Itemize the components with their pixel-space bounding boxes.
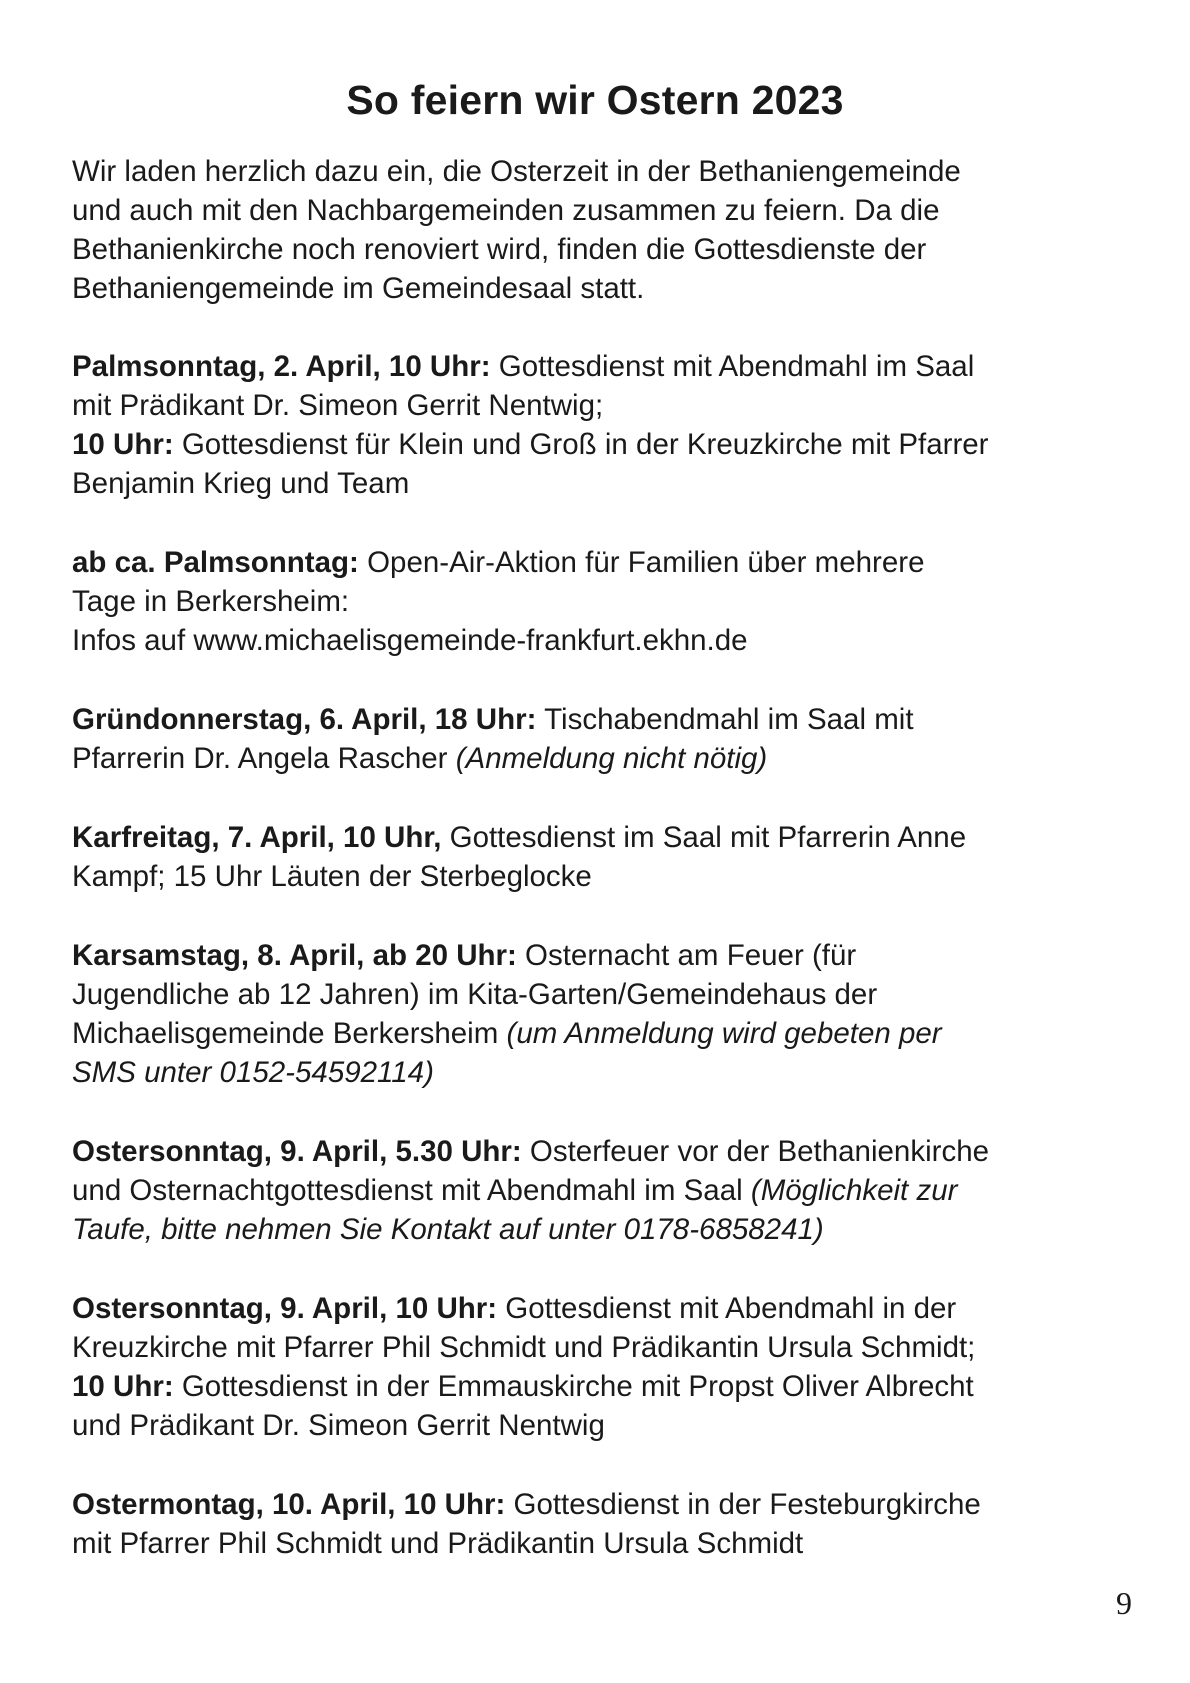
event-text: Tischabendmahl im Saal mit bbox=[536, 703, 914, 736]
event-heading: Gründonnerstag, 6. April, 18 Uhr: bbox=[72, 703, 537, 736]
page-content bbox=[72, 152, 1132, 1603]
event-text: Osterfeuer vor der Bethanienkirche bbox=[521, 1135, 990, 1168]
event-text: und Osternachtgottesdienst mit Abendmahl im Saal bbox=[72, 1174, 751, 1207]
event-text: Jugendliche ab 12 Jahren) im Kita-Garten/Gemeindehaus der bbox=[72, 978, 878, 1011]
event-time: 10 Uhr: bbox=[72, 1370, 174, 1403]
event-text: Tage in Berkersheim: bbox=[72, 585, 350, 618]
event-text: Gottesdienst für Klein und Groß in der Kreuzkirche mit Pfarrer bbox=[173, 428, 989, 461]
event-text: Gottesdienst mit Abendmahl in der bbox=[497, 1292, 957, 1325]
event-palmsonntag-open-air bbox=[72, 543, 1132, 660]
event-text: mit Pfarrer Phil Schmidt und Prädikantin Ursula Schmidt bbox=[72, 1527, 804, 1560]
event-note: SMS unter 0152-54592114) bbox=[72, 1056, 434, 1089]
event-note: (Möglichkeit zur bbox=[750, 1174, 958, 1207]
event-heading: Karfreitag, 7. April, 10 Uhr, bbox=[72, 821, 442, 854]
intro-line: und auch mit den Nachbargemeinden zusammen zu feiern. Da die bbox=[72, 194, 940, 227]
event-time: 10 Uhr: bbox=[72, 428, 174, 461]
event-heading: Karsamstag, 8. April, ab 20 Uhr: bbox=[72, 939, 517, 972]
event-gruendonnerstag bbox=[72, 700, 1132, 778]
event-karsamstag bbox=[72, 936, 1132, 1092]
event-text: Open-Air-Aktion für Familien über mehrere bbox=[358, 546, 925, 579]
event-text: Gottesdienst mit Abendmahl im Saal bbox=[490, 350, 975, 383]
event-ostermontag bbox=[72, 1485, 1132, 1563]
intro-paragraph bbox=[72, 152, 1132, 308]
event-text: Benjamin Krieg und Team bbox=[72, 467, 410, 500]
page-number: 9 bbox=[1116, 1585, 1132, 1621]
event-note: Taufe, bitte nehmen Sie Kontakt auf unter 0178-6858241) bbox=[72, 1213, 824, 1246]
intro-line: Bethaniengemeinde im Gemeindesaal statt. bbox=[72, 272, 645, 305]
event-heading: Palmsonntag, 2. April, 10 Uhr: bbox=[72, 350, 491, 383]
event-text: Gottesdienst in der Festeburgkirche bbox=[505, 1488, 981, 1521]
page-title: So feiern wir Ostern 2023 bbox=[346, 77, 844, 123]
event-text: Kreuzkirche mit Pfarrer Phil Schmidt und Prädikantin Ursula Schmidt; bbox=[72, 1331, 976, 1364]
event-note: (Anmeldung nicht nötig) bbox=[455, 742, 768, 775]
event-text: Gottesdienst im Saal mit Pfarrerin Anne bbox=[441, 821, 967, 854]
event-heading: Ostermontag, 10. April, 10 Uhr: bbox=[72, 1488, 506, 1521]
event-text: Kampf; 15 Uhr Läuten der Sterbeglocke bbox=[72, 860, 592, 893]
event-heading: Ostersonntag, 9. April, 5.30 Uhr: bbox=[72, 1135, 522, 1168]
event-text: und Prädikant Dr. Simeon Gerrit Nentwig bbox=[72, 1409, 605, 1442]
event-ostersonntag-frueh bbox=[72, 1132, 1132, 1249]
event-palmsonntag bbox=[72, 347, 1132, 503]
event-ostersonntag bbox=[72, 1289, 1132, 1445]
event-heading: ab ca. Palmsonntag: bbox=[72, 546, 359, 579]
event-website: Infos auf www.michaelisgemeinde-frankfurt.ekhn.de bbox=[72, 624, 748, 657]
intro-line: Bethanienkirche noch renoviert wird, finden die Gottesdienste der bbox=[72, 233, 927, 266]
event-note: (um Anmeldung wird gebeten per bbox=[506, 1017, 942, 1050]
event-text: Gottesdienst in der Emmauskirche mit Propst Oliver Albrecht bbox=[173, 1370, 974, 1403]
event-karfreitag bbox=[72, 818, 1132, 896]
event-text: Osternacht am Feuer (für bbox=[516, 939, 857, 972]
event-text: mit Prädikant Dr. Simeon Gerrit Nentwig; bbox=[72, 389, 604, 422]
event-heading: Ostersonntag, 9. April, 10 Uhr: bbox=[72, 1292, 498, 1325]
event-text: Pfarrerin Dr. Angela Rascher bbox=[72, 742, 456, 775]
event-text: Michaelisgemeinde Berkersheim bbox=[72, 1017, 507, 1050]
intro-line: Wir laden herzlich dazu ein, die Osterzeit in der Bethaniengemeinde bbox=[72, 155, 961, 188]
